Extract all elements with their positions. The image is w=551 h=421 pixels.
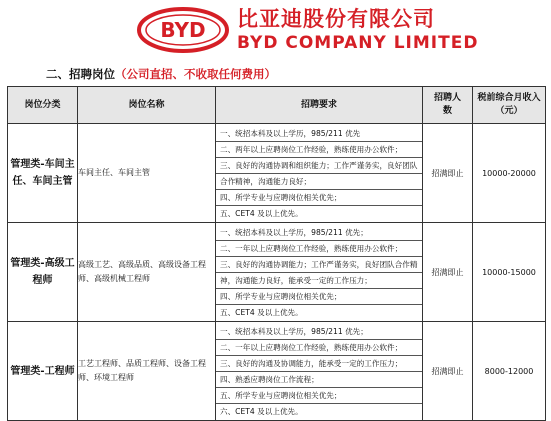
row-category: 管理类-工程师: [8, 322, 78, 421]
header-salary-text: 税前综合月收入（元）: [477, 93, 541, 116]
letterhead: [0, 0, 551, 62]
header-salary: [473, 87, 546, 124]
header-requirements: 招聘要求: [216, 87, 423, 124]
row-requirements: [216, 124, 423, 223]
row-position-name: 高级工艺、高级品质、高级设备工程师、高级机械工程师: [78, 223, 216, 322]
requirement-line: 四、所学专业与应聘岗位相关优先；: [216, 289, 422, 305]
header-category: 岗位分类: [8, 87, 78, 124]
requirement-line: 六、CET4 及以上优先。: [220, 406, 303, 416]
section-heading: [46, 66, 276, 82]
table-row: [8, 223, 546, 322]
section-title: 二、招聘岗位: [46, 67, 115, 81]
row-position-name: 工艺工程师、品质工程师、设备工程师、环境工程师: [78, 322, 216, 421]
requirement-line: 五、所学专业与应聘岗位相关优先；: [216, 388, 422, 404]
requirement-line: 神，沟通能力良好，能承受一定的工作压力；: [216, 273, 422, 289]
requirement-line: 二、两年以上应聘岗位工作经验，熟练使用办公软件；: [216, 142, 422, 158]
table-row: [8, 124, 546, 223]
requirement-line: 一、统招本科及以上学历，985/211 优先: [216, 126, 422, 142]
row-category: 管理类-高级工程师: [8, 223, 78, 322]
requirement-line: 合作精神，沟通能力良好；: [216, 174, 422, 190]
requirement-line: 二、一年以上应聘岗位工作经验，熟练使用办公软件；: [216, 340, 422, 356]
row-salary: 10000-20000: [473, 124, 546, 223]
logo-text: BYD: [160, 18, 206, 42]
row-position-name: 车间主任、车间主管: [78, 124, 216, 223]
section-note: （公司直招、不收取任何费用）: [115, 67, 276, 81]
table-row: [8, 322, 546, 421]
company-name-en: BYD COMPANY LIMITED: [237, 33, 479, 53]
byd-logo-icon: [137, 7, 229, 53]
row-requirements: [216, 223, 423, 322]
row-salary: 8000-12000: [473, 322, 546, 421]
requirement-line: 三、良好的沟通协调和组织能力；工作严谨务实，良好团队: [216, 158, 422, 174]
company-name-cn: 比亚迪股份有限公司: [237, 7, 435, 31]
header-count: [423, 87, 473, 124]
requirement-line: 四、熟悉应聘岗位工作流程；: [216, 372, 422, 388]
requirement-line: 一、统招本科及以上学历，985/211 优先；: [216, 324, 422, 340]
row-category: 管理类-车间主任、车间主管: [8, 124, 78, 223]
requirement-line: 三、良好的沟通及协调能力，能承受一定的工作压力；: [216, 356, 422, 372]
requirement-line: 五、CET4 及以上优先。: [220, 307, 303, 317]
row-requirements: [216, 322, 423, 421]
row-count: 招满即止: [423, 322, 473, 421]
requirement-line: 五、CET4 及以上优先。: [220, 208, 303, 218]
row-salary: 10000-15000: [473, 223, 546, 322]
recruitment-table: [7, 86, 546, 421]
header-count-text: 招聘人数: [433, 93, 461, 116]
table-header-row: [8, 87, 546, 124]
header-name: 岗位名称: [78, 87, 216, 124]
requirement-line: 三、良好的沟通协调能力；工作严谨务实，良好团队合作精: [216, 257, 422, 273]
requirement-line: 四、所学专业与应聘岗位相关优先；: [216, 190, 422, 206]
row-count: 招满即止: [423, 223, 473, 322]
requirement-line: 一、统招本科及以上学历，985/211 优先；: [216, 225, 422, 241]
row-count: 招满即止: [423, 124, 473, 223]
requirement-line: 二、一年以上应聘岗位工作经验，熟练使用办公软件；: [216, 241, 422, 257]
